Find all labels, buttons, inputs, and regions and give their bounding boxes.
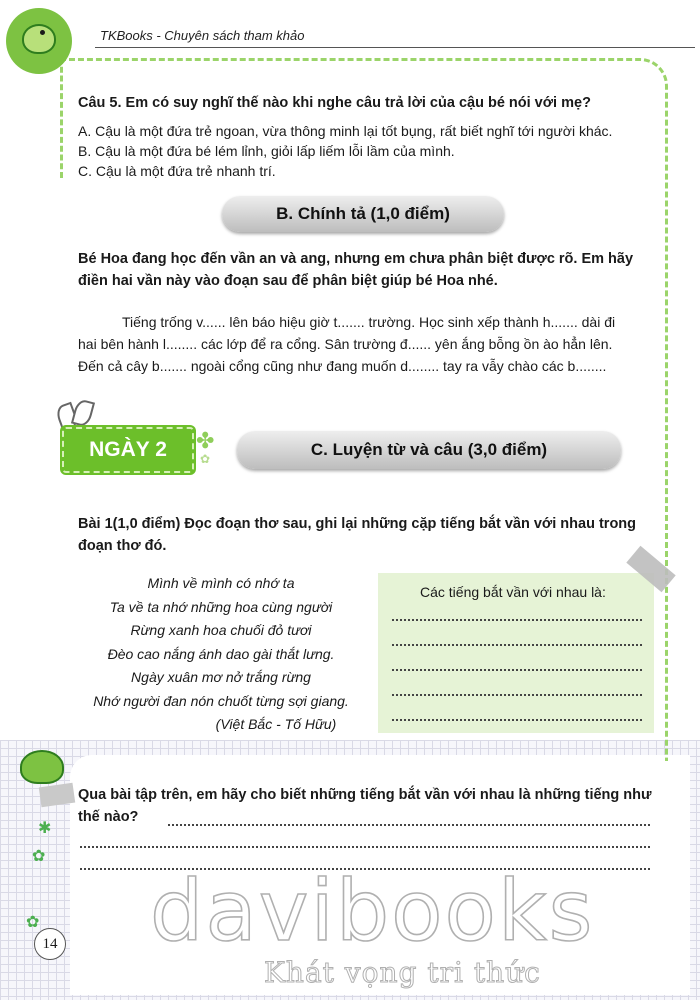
section-b-title: B. Chính tả (1,0 điểm)	[276, 204, 450, 223]
flower-icon: ✱	[38, 820, 52, 837]
answer-line[interactable]	[168, 824, 650, 826]
poem-line: Nhớ người đan nón chuốt từng sợi giang.	[93, 692, 349, 709]
followup-question-1: Qua bài tập trên, em hãy cho biết những tiếng bắt vần với nhau là những tiếng như	[78, 787, 652, 803]
bai1-instruction-2: đoạn thơ đó.	[78, 538, 167, 554]
watermark-tagline: Khát vọng tri thức	[264, 956, 541, 989]
dashed-frame-left	[60, 58, 63, 178]
poem-line: Mình về mình có nhớ ta	[147, 575, 295, 591]
clover-icon: ✤	[196, 428, 215, 453]
poem-line: Đèo cao nắng ánh dao gài thắt lưng.	[107, 645, 335, 662]
small-leaf-icon: ✿	[200, 452, 211, 466]
section-b-instruction-1: Bé Hoa đang học đến vần an và ang, nhưng em chưa phân biệt được rõ. Em hãy	[78, 251, 634, 267]
passage-line-2: hai bên hành l........ các lớp để ra cổng. Sân trường đ...... yên ắng bỗng ồn ào hẳn lên.	[78, 336, 613, 352]
header-rule	[95, 47, 695, 48]
poem	[76, 572, 366, 737]
section-c-banner	[237, 431, 621, 469]
bird-icon	[20, 750, 64, 784]
passage-line-3: Đến cả cây b....... ngoài cổng cũng như đang muốn d........ tay ra vẫy chào các b........	[78, 358, 607, 374]
answer-line[interactable]	[392, 719, 642, 721]
poem-line: Ta về ta nhớ những hoa cùng người	[109, 598, 333, 615]
bird-eye-icon	[40, 30, 45, 35]
answer-line[interactable]	[392, 694, 642, 696]
q5-option-a: A. Cậu là một đứa trẻ ngoan, vừa thông minh lại tốt bụng, rất biết nghĩ tới người khác.	[78, 123, 613, 139]
q5-option-b: B. Cậu là một đứa bé lém lỉnh, giỏi lấp liếm lỗi lầm của mình.	[78, 143, 455, 159]
q5-option-c: C. Cậu là một đứa trẻ nhanh trí.	[78, 163, 276, 179]
flower-icon: ✿	[26, 914, 40, 931]
followup-question-2: thế nào?	[78, 809, 139, 825]
passage-line-1: Tiếng trống v...... lên báo hiệu giờ t....... trường. Học sinh xếp thành h....... dài đi	[122, 314, 616, 330]
answer-line[interactable]	[80, 846, 650, 848]
answer-box-title: Các tiếng bắt vần với nhau là:	[420, 584, 606, 600]
section-b-banner	[222, 196, 504, 232]
section-c-title: C. Luyện từ và câu (3,0 điểm)	[310, 440, 548, 459]
watermark-logo: davibooks	[150, 862, 595, 960]
page-number: 14	[34, 928, 66, 960]
poem-line: Rừng xanh hoa chuối đỏ tươi	[130, 622, 312, 638]
poem-source: (Việt Bắc - Tố Hữu)	[215, 716, 337, 732]
day-badge: NGÀY 2	[62, 427, 194, 473]
flower-icon: ✿	[32, 848, 46, 865]
section-b-instruction-2: điền hai vần này vào đoạn sau để phân biệt giúp bé Hoa nhé.	[78, 273, 498, 289]
header-title: TKBooks - Chuyên sách tham khảo	[100, 28, 305, 43]
answer-line[interactable]	[392, 644, 642, 646]
bird-body-icon	[22, 24, 56, 54]
poem-line: Ngày xuân mơ nở trắng rừng	[131, 669, 311, 685]
answer-line[interactable]	[392, 619, 642, 621]
question-5: Câu 5. Em có suy nghĩ thế nào khi nghe câu trả lời của cậu bé nói với mẹ?	[78, 95, 591, 111]
bai1-instruction-1: Bài 1(1,0 điểm) Đọc đoạn thơ sau, ghi lại những cặp tiếng bắt vần với nhau trong	[78, 516, 637, 532]
answer-line[interactable]	[392, 669, 642, 671]
